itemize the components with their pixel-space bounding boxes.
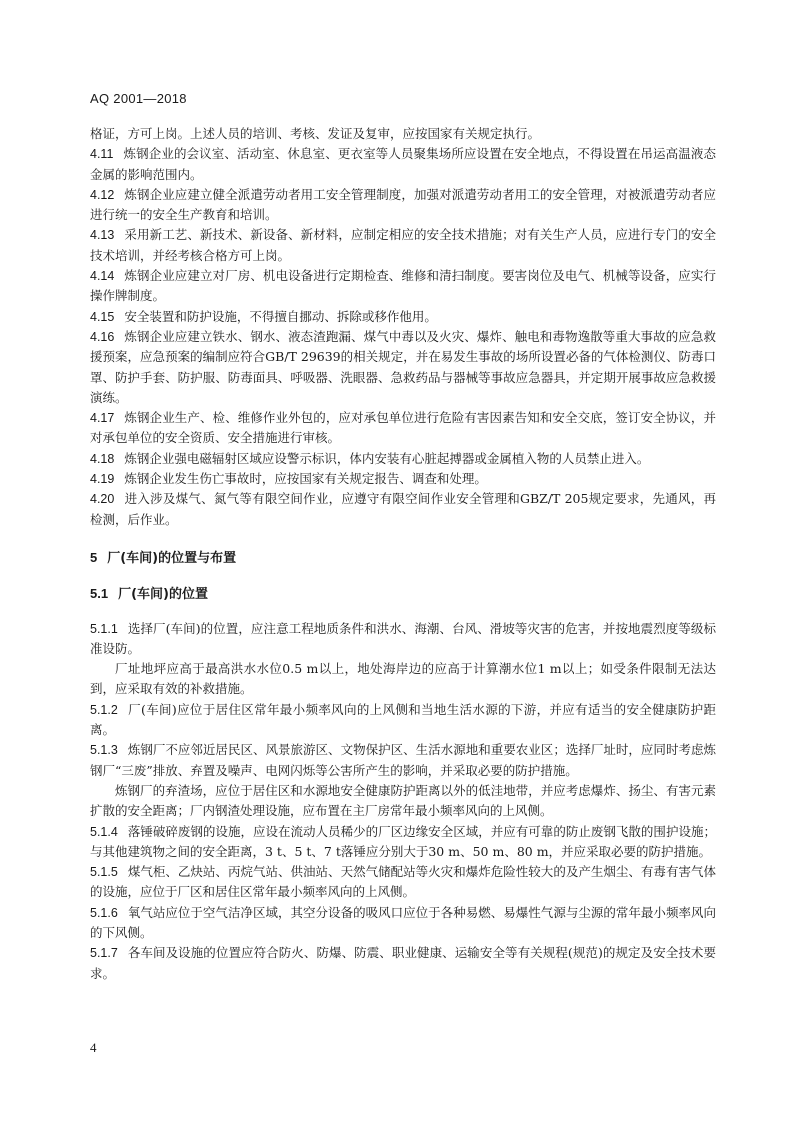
paragraph-text: 格证，方可上岗。上述人员的培训、考核、发证及复审，应按国家有关规定执行。: [90, 126, 541, 141]
clause-4-15: [90, 307, 716, 327]
document-body: [90, 124, 716, 984]
clause-number: 5.1.3: [90, 743, 118, 758]
clause-5-1-7: [90, 943, 716, 984]
clause-number: 4.11: [90, 147, 114, 162]
clause-text: 炼钢企业的会议室、活动室、休息室、更衣室等人员聚集场所应设置在安全地点，不得设置在吊运高温液态金属的影响范围内。: [90, 146, 716, 182]
clause-4-13: [90, 225, 716, 266]
clause-number: 4.15: [90, 309, 115, 324]
section-title: 厂(车间)的位置: [118, 587, 208, 603]
clause-5-1-5: [90, 862, 716, 903]
clause-number: 5.1.5: [90, 865, 118, 880]
section-heading-5-1: [90, 584, 716, 605]
clause-4-12: [90, 185, 716, 226]
clause-5-1-1: [90, 619, 716, 660]
clause-text: 炼钢企业生产、检、维修作业外包的，应对承包单位进行危险有害因素告知和安全交底，签订安全协议，并对承包单位的安全资质、安全措施进行审核。: [90, 410, 716, 446]
clause-text: 厂(车间)应位于居住区常年最小频率风向的上风侧和当地生活水源的下游，并应有适当的安全健康防护距离。: [90, 701, 716, 738]
section-number: 5.1: [90, 586, 109, 602]
clause-number: 4.12: [90, 187, 115, 202]
clause-5-1-4: [90, 822, 716, 863]
clause-text: 炼钢企业强电磁辐射区域应设警示标识，体内安装有心脏起搏器或金属植入物的人员禁止进入。: [124, 450, 650, 466]
page-number: 4: [90, 1040, 97, 1055]
clause-number: 5.1.1: [90, 621, 118, 636]
clause-number: 4.13: [90, 228, 115, 243]
clause-4-18: [90, 449, 716, 469]
paragraph-text: 厂址地坪应高于最高洪水水位0.5 m以上，地处海岸边的应高于计算潮水位1 m以上；如受条件限制无法达到，应采取有效的补救措施。: [90, 661, 716, 697]
clause-number: 4.19: [90, 472, 115, 487]
clause-4-14: [90, 266, 716, 307]
clause-number: 4.20: [90, 492, 115, 507]
clause-number: 5.1.6: [90, 905, 118, 920]
clause-4-20: [90, 489, 716, 530]
clause-number: 5.1.4: [90, 824, 118, 839]
clause-5-1-3-continued: [90, 781, 716, 822]
clause-text: 煤气柜、乙炔站、丙烷气站、供油站、天然气储配站等火灾和爆炸危险性较大的及产生烟尘、有毒有害气体的设施，应位于厂区和居住区常年最小频率风向的上风侧。: [90, 864, 716, 900]
clause-text: 炼钢厂不应邻近居民区、风景旅游区、文物保护区、生活水源地和重要农业区；选择厂址时，应同时考虑炼钢厂“三废”排放、弃置及噪声、电网闪烁等公害所产生的影响，并采取必要的防护措施。: [90, 742, 716, 778]
clause-number: 4.18: [90, 451, 115, 466]
clause-4-11: [90, 144, 716, 185]
clause-5-1-1-continued: [90, 659, 716, 700]
clause-text: 氧气站应位于空气洁净区域，其空分设备的吸风口应位于各种易燃、易爆性气源与尘源的常年最小频率风向的下风侧。: [90, 904, 716, 940]
clause-text: 炼钢企业发生伤亡事故时，应按国家有关规定报告、调查和处理。: [124, 471, 487, 487]
clause-number: 4.17: [90, 411, 115, 426]
clause-5-1-3: [90, 740, 716, 781]
clause-4-17: [90, 408, 716, 449]
clause-text: 炼钢企业应建立对厂房、机电设备进行定期检查、维修和清扫制度。要害岗位及电气、机械等设备，应实行操作牌制度。: [90, 268, 716, 304]
clause-4-16: [90, 327, 716, 408]
paragraph-continuation: [90, 124, 716, 144]
clause-text: 安全装置和防护设施，不得擅自挪动、拆除或移作他用。: [124, 308, 437, 324]
paragraph-text: 炼钢厂的弃渣场，应位于居住区和水源地安全健康防护距离以外的低洼地带，并应考虑爆炸、扬尘、有害元素扩散的安全距离；厂内钢渣处理设施，应布置在主厂房常年最小频率风向的上风侧。: [90, 782, 716, 819]
clause-text: 各车间及设施的位置应符合防火、防爆、防震、职业健康、运输安全等有关规程(规范)的规定及安全技术要求。: [90, 945, 716, 981]
clause-text: 采用新工艺、新技术、新设备、新材料，应制定相应的安全技术措施；对有关生产人员，应进行专门的安全技术培训，并经考核合格方可上岗。: [90, 227, 716, 263]
clause-4-19: [90, 469, 716, 489]
section-number: 5: [90, 549, 98, 565]
clause-number: 4.14: [90, 269, 115, 284]
section-heading-5: [90, 548, 716, 569]
clause-number: 5.1.7: [90, 946, 118, 961]
document-code-header: AQ 2001—2018: [90, 91, 187, 106]
clause-number: 4.16: [90, 329, 115, 344]
section-title: 厂(车间)的位置与布置: [107, 550, 237, 566]
clause-number: 5.1.2: [90, 702, 118, 717]
clause-text: 选择厂(车间)的位置，应注意工程地质条件和洪水、海潮、台风、滑坡等灾害的危害，并按地震烈度等级标准设防。: [90, 620, 716, 656]
clause-text: 炼钢企业应建立铁水、钢水、液态渣跑漏、煤气中毒以及火灾、爆炸、触电和毒物逸散等重大事故的应急救援预案，应急预案的编制应符合GB/T 29639的相关规定，并在易发生事故的场所设置必备的气体检测仪、防毒口罩、防护手套、防护服、防毒面具、呼吸器、洗眼器、急救药品与器械等事故应急器具，并定期开展事故应急救援演练。: [90, 328, 716, 405]
clause-5-1-2: [90, 700, 716, 741]
clause-text: 进入涉及煤气、氮气等有限空间作业，应遵守有限空间作业安全管理和GBZ/T 205规定要求，先通风，再检测，后作业。: [90, 491, 716, 527]
clause-text: 落锤破碎废钢的设施，应设在流动人员稀少的厂区边缘安全区域，并应有可靠的防止废钢飞散的围护设施；与其他建筑物之间的安全距离，3 t、5 t、7 t落锤应分别大于30 m、50 m、80 m，并应采取必要的防护措施。: [90, 823, 716, 859]
clause-text: 炼钢企业应建立健全派遣劳动者用工安全管理制度，加强对派遣劳动者用工的安全管理，对被派遣劳动者应进行统一的安全生产教育和培训。: [90, 186, 716, 223]
clause-5-1-6: [90, 903, 716, 944]
